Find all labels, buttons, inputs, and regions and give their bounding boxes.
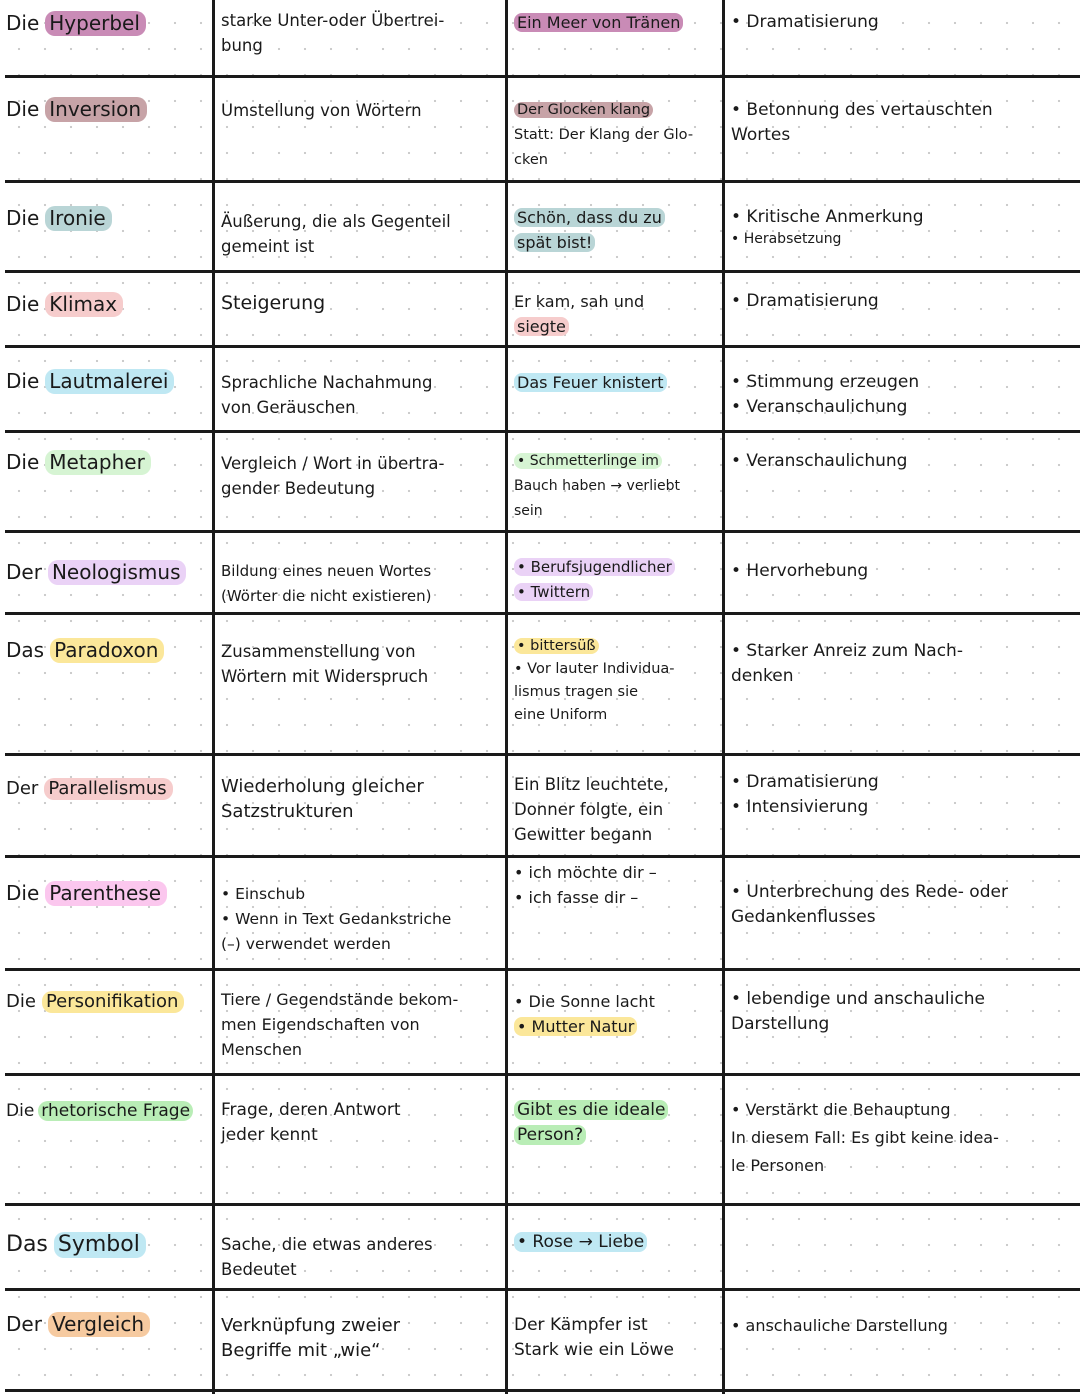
example-line: Das Feuer knistert — [514, 373, 667, 392]
function-cell — [725, 1291, 1080, 1338]
function-cell — [725, 1076, 1080, 1180]
example-line: Gibt es die ideale — [514, 1100, 668, 1120]
definition-line: Menschen — [221, 1040, 303, 1059]
term-label: Lautmalerei — [45, 369, 174, 394]
example-cell — [508, 273, 722, 339]
definition-line: Sache, die etwas anderes — [221, 1235, 433, 1254]
example-line: • ich fasse dir – — [514, 888, 639, 907]
example-line: cken — [514, 152, 548, 168]
definition-cell — [215, 756, 505, 824]
example-cell — [508, 756, 722, 847]
table-row — [0, 0, 1080, 75]
function-line: le Personen — [731, 1156, 825, 1175]
example-cell — [508, 348, 722, 395]
table-row — [0, 756, 1080, 855]
row-divider — [5, 1389, 1080, 1392]
definition-line: Frage, deren Antwort — [221, 1100, 401, 1120]
function-line: denken — [731, 666, 794, 686]
example-line: • Die Sonne lacht — [514, 992, 655, 1011]
definition-line: Äußerung, die als Gegenteil — [221, 212, 451, 231]
term-article: Die — [6, 292, 40, 316]
term-label: Symbol — [54, 1232, 146, 1258]
term-article: Der — [6, 1312, 42, 1336]
definition-line: Bildung eines neuen Wortes — [221, 562, 432, 580]
function-line: • Herabsetzung — [731, 231, 842, 247]
term-article: Der — [6, 560, 42, 584]
function-cell — [725, 273, 1080, 314]
example-line: Person? — [514, 1125, 586, 1145]
term-cell — [0, 1291, 212, 1339]
definition-line: bung — [221, 36, 263, 55]
term-cell — [0, 756, 212, 804]
table-row — [0, 858, 1080, 968]
definition-line: Wörtern mit Widerspruch — [221, 667, 429, 686]
definition-cell — [215, 1291, 505, 1363]
example-line: • Mutter Natur — [514, 1017, 637, 1036]
function-line: • Betonnung des vertauschten — [731, 100, 993, 120]
example-line: • Schmetterlinge im — [514, 453, 662, 469]
term-article: Die — [6, 369, 40, 393]
definition-line: Steigerung — [221, 292, 326, 314]
term-article: Die — [6, 450, 40, 474]
table-row — [0, 971, 1080, 1073]
definition-cell — [215, 1076, 505, 1148]
function-cell — [725, 1206, 1080, 1216]
term-cell — [0, 858, 212, 908]
definition-line: jeder kennt — [221, 1125, 318, 1145]
example-line: • ich möchte dir – — [514, 863, 657, 882]
term-cell — [0, 273, 212, 319]
definition-line: Sprachliche Nachahmung — [221, 373, 433, 392]
definition-line: • Wenn in Text Gedankstriche — [221, 910, 452, 928]
definition-line: gender Bedeutung — [221, 479, 376, 498]
example-line: Statt: Der Klang der Glo- — [514, 127, 694, 143]
function-cell — [725, 183, 1080, 248]
function-line: • Veranschaulichung — [731, 397, 908, 417]
definition-line: Zusammenstellung von — [221, 642, 416, 661]
term-cell — [0, 1206, 212, 1260]
function-line: • Dramatisierung — [731, 12, 879, 32]
term-label: rhetorische Frage — [38, 1101, 193, 1121]
term-cell — [0, 183, 212, 233]
term-label: Neologismus — [48, 560, 187, 585]
definition-line: von Geräuschen — [221, 398, 356, 417]
example-cell — [508, 183, 722, 255]
function-cell — [725, 615, 1080, 689]
function-line: • Verstärkt die Behauptung — [731, 1100, 951, 1119]
table-row — [0, 1206, 1080, 1288]
example-line: Der Kämpfer ist — [514, 1315, 648, 1335]
example-line: Bauch haben → verliebt — [514, 478, 680, 494]
term-cell — [0, 78, 212, 124]
term-label: Vergleich — [48, 1312, 150, 1337]
term-label: Klimax — [45, 292, 123, 317]
example-cell — [508, 1076, 722, 1148]
term-article: Das — [6, 638, 45, 662]
term-article: Die — [6, 97, 40, 121]
example-line: sein — [514, 503, 543, 519]
example-cell — [508, 858, 722, 910]
example-cell — [508, 1206, 722, 1255]
term-cell — [0, 348, 212, 396]
term-label: Inversion — [45, 97, 147, 122]
function-line: • Stimmung erzeugen — [731, 372, 920, 392]
example-line: Gewitter begann — [514, 825, 653, 844]
term-article: Die — [6, 1101, 35, 1121]
definition-cell — [215, 348, 505, 420]
term-label: Parallelismus — [44, 778, 172, 800]
term-label: Paradoxon — [50, 638, 164, 663]
function-line: • Starker Anreiz zum Nach- — [731, 641, 963, 661]
example-line: lismus tragen sie — [514, 684, 639, 700]
table-row — [0, 1291, 1080, 1389]
term-cell — [0, 433, 212, 477]
example-line: eine Uniform — [514, 707, 608, 723]
table-row — [0, 433, 1080, 530]
definition-cell — [215, 533, 505, 609]
definition-cell — [215, 858, 505, 957]
definition-line: Bedeutet — [221, 1260, 297, 1279]
term-cell — [0, 0, 212, 38]
example-line: siegte — [514, 317, 569, 336]
definition-line: Tiere / Gegendstände bekom- — [221, 990, 459, 1009]
example-line: • Twittern — [514, 583, 593, 601]
example-line: • bittersüß — [514, 638, 599, 654]
definition-cell — [215, 78, 505, 123]
definition-line: • Einschub — [221, 885, 306, 903]
term-label: Metapher — [45, 450, 151, 475]
definition-line: Wiederholung gleicher — [221, 776, 424, 797]
example-line: Schön, dass du zu — [514, 208, 665, 227]
function-line: • Intensivierung — [731, 797, 869, 817]
definition-line: (–) verwendet werden — [221, 935, 391, 953]
function-line: • Dramatisierung — [731, 772, 879, 792]
table-row — [0, 273, 1080, 345]
function-cell — [725, 756, 1080, 820]
definition-cell — [215, 1206, 505, 1282]
function-line: Darstellung — [731, 1014, 830, 1034]
example-line: spät bist! — [514, 233, 595, 252]
definition-line: gemeint ist — [221, 237, 315, 256]
table-row — [0, 183, 1080, 270]
definition-cell — [215, 433, 505, 501]
definition-cell — [215, 971, 505, 1062]
function-line: • Dramatisierung — [731, 291, 879, 311]
function-line: • Hervorhebung — [731, 561, 869, 581]
definition-line: Vergleich / Wort in übertra- — [221, 454, 445, 473]
definition-line: men Eigendschaften von — [221, 1015, 420, 1034]
example-line: Ein Meer von Tränen — [514, 13, 683, 32]
function-line: • Kritische Anmerkung — [731, 207, 924, 227]
function-line: • lebendige und anschauliche — [731, 989, 985, 1009]
term-label: Personifikation — [42, 991, 184, 1013]
example-cell — [508, 0, 722, 35]
function-cell — [725, 533, 1080, 584]
example-line: Donner folgte, ein — [514, 800, 664, 819]
term-cell — [0, 533, 212, 587]
definition-line: (Wörter die nicht existieren) — [221, 587, 432, 605]
function-cell — [725, 0, 1080, 35]
function-line: • Unterbrechung des Rede- oder — [731, 882, 1008, 902]
definition-cell — [215, 273, 505, 316]
function-cell — [725, 78, 1080, 148]
table-row — [0, 78, 1080, 180]
function-line: • Veranschaulichung — [731, 451, 908, 471]
table-row — [0, 1076, 1080, 1203]
example-cell — [508, 533, 722, 605]
table-row — [0, 615, 1080, 753]
table-row — [0, 348, 1080, 430]
definition-cell — [215, 615, 505, 689]
term-article: Das — [6, 1232, 48, 1257]
term-cell — [0, 1076, 212, 1126]
function-line: • anschauliche Darstellung — [731, 1316, 948, 1335]
definition-line: Satzstrukturen — [221, 801, 354, 822]
example-cell — [508, 971, 722, 1039]
term-article: Die — [6, 991, 36, 1012]
term-cell — [0, 615, 212, 665]
example-line: Er kam, sah und — [514, 292, 645, 311]
definition-line: Begriffe mit „wie“ — [221, 1340, 381, 1361]
definition-line: starke Unter-oder Übertrei- — [221, 11, 445, 30]
example-cell — [508, 433, 722, 524]
example-cell — [508, 615, 722, 727]
function-cell — [725, 348, 1080, 420]
example-cell — [508, 1291, 722, 1363]
function-cell — [725, 433, 1080, 474]
definition-line: Umstellung von Wörtern — [221, 101, 422, 120]
function-line: Wortes — [731, 125, 791, 145]
function-cell — [725, 971, 1080, 1037]
example-line: • Rose → Liebe — [514, 1232, 647, 1252]
term-label: Ironie — [45, 206, 111, 231]
function-cell — [725, 858, 1080, 930]
term-article: Die — [6, 11, 40, 35]
definition-cell — [215, 183, 505, 259]
definition-line: Verknüpfung zweier — [221, 1315, 401, 1336]
term-article: Der — [6, 778, 39, 799]
function-line: Gedankenflusses — [731, 907, 876, 927]
term-article: Die — [6, 206, 40, 230]
example-line: Der Glocken klang — [514, 102, 653, 118]
term-cell — [0, 971, 212, 1017]
example-line: Stark wie ein Löwe — [514, 1340, 674, 1360]
example-cell — [508, 78, 722, 173]
term-article: Die — [6, 881, 40, 905]
definition-cell — [215, 0, 505, 58]
table-row — [0, 533, 1080, 612]
example-line: • Berufsjugendlicher — [514, 558, 675, 576]
example-line: • Vor lauter Individua- — [514, 661, 675, 677]
term-label: Parenthese — [45, 881, 167, 906]
term-label: Hyperbel — [45, 11, 146, 36]
function-line: In diesem Fall: Es gibt keine idea- — [731, 1128, 999, 1147]
example-line: Ein Blitz leuchtete, — [514, 775, 669, 794]
